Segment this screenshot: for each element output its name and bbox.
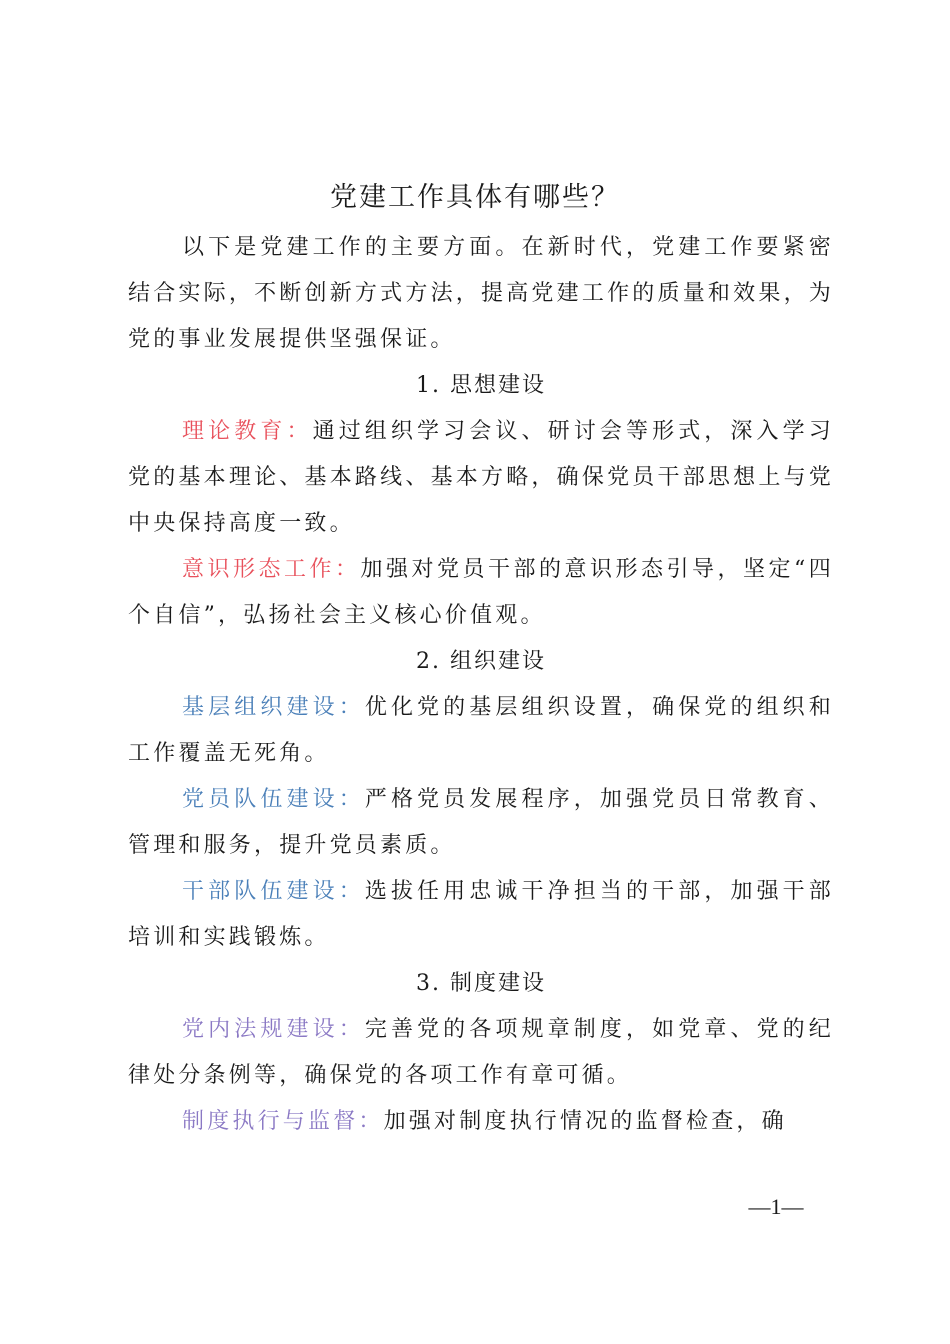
item-theory-education	[128, 409, 834, 547]
item-text: 优化党的基层组织设置，确保党的组织和工作覆盖无死角。	[128, 695, 835, 766]
section-heading-organization: 2. 组织建设	[416, 649, 546, 674]
item-party-regulations	[128, 1007, 834, 1099]
item-member-team	[128, 777, 834, 869]
item-text: 加强对制度执行情况的监督检查，确	[383, 1109, 787, 1134]
document-body	[128, 225, 834, 1145]
item-label: 党内法规建设：	[182, 1017, 365, 1042]
item-label: 党员队伍建设：	[182, 787, 365, 812]
item-grassroots-organization	[128, 685, 834, 777]
item-label: 制度执行与监督：	[182, 1109, 384, 1134]
item-text: 加强对党员干部的意识形态引导，坚定“四个自信”，弘扬社会主义核心价值观。	[128, 557, 834, 628]
item-label: 基层组织建设：	[182, 695, 365, 720]
item-label: 干部队伍建设：	[182, 879, 365, 904]
item-text: 严格党员发展程序，加强党员日常教育、管理和服务，提升党员素质。	[128, 787, 835, 858]
item-label: 意识形态工作：	[182, 557, 361, 582]
item-text: 通过组织学习会议、研讨会等形式，深入学习党的基本理论、基本路线、基本方略，确保党员干部思想上与党中央保持高度一致。	[128, 419, 834, 536]
item-ideology-work	[128, 547, 834, 639]
item-text: 完善党的各项规章制度，如党章、党的纪律处分条例等，确保党的各项工作有章可循。	[128, 1017, 835, 1088]
intro-paragraph: 以下是党建工作的主要方面。在新时代，党建工作要紧密结合实际，不断创新方式方法，提高党建工作的质量和效果，为党的事业发展提供坚强保证。	[128, 235, 834, 352]
section-heading-thought: 1. 思想建设	[416, 373, 546, 398]
item-enforcement-supervision	[128, 1099, 834, 1145]
document-title: 党建工作具体有哪些？	[330, 182, 620, 213]
item-label: 理论教育：	[182, 419, 313, 444]
section-heading-system: 3. 制度建设	[416, 971, 546, 996]
item-cadre-team	[128, 869, 834, 961]
item-text: 选拔任用忠诚干净担当的干部，加强干部培训和实践锻炼。	[128, 879, 835, 950]
page-number: —1—	[748, 1194, 804, 1219]
